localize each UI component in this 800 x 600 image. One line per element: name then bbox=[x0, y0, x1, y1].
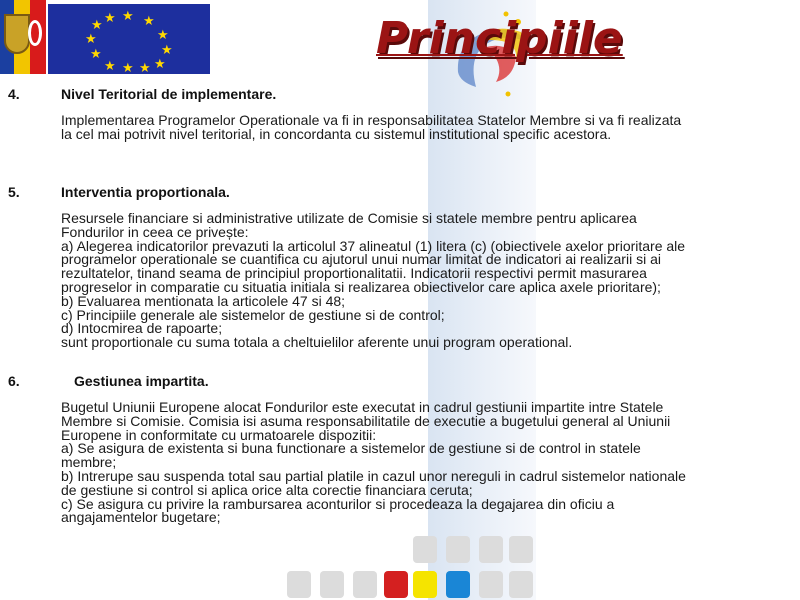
decor-square bbox=[413, 536, 437, 563]
coat-of-arms-icon bbox=[4, 14, 30, 54]
section-paragraph bbox=[61, 401, 771, 525]
text-line: a) Se asigura de existenta si buna functionare a sistemelor de gestiune si de control in statele bbox=[61, 440, 641, 457]
text-line: c) Se asigura cu privire la rambursarea aconturilor si procedeaza la degajarea din oficiu a bbox=[61, 495, 615, 512]
star-icon: ★ bbox=[143, 14, 155, 29]
decor-square-red bbox=[384, 571, 408, 598]
star-icon: ★ bbox=[91, 18, 103, 33]
text-line: progreselor in comparatie cu situatia initiala si realizarea obiectivelor care aplica axele prioritare); bbox=[61, 278, 661, 295]
section-paragraph bbox=[61, 212, 771, 350]
romania-flag-logo bbox=[0, 0, 46, 74]
text-line: Membre si Comisie. Comisia isi asuma responsabilitatile de executie a bugetului general al Uniunii bbox=[61, 412, 671, 429]
decor-square-blue bbox=[446, 571, 470, 598]
section-number: 4. bbox=[8, 86, 20, 102]
star-icon: ★ bbox=[90, 47, 102, 62]
decor-square bbox=[509, 536, 533, 563]
star-icon: ★ bbox=[122, 9, 134, 24]
text-line: Fondurilor in ceea ce privește: bbox=[61, 223, 249, 240]
decor-square bbox=[479, 571, 503, 598]
text-line: la cel mai potrivit nivel teritorial, in concordanta cu sistemul institutional specific acestora. bbox=[61, 125, 612, 142]
text-line: a) Alegerea indicatorilor prevazuti la articolul 37 alineatul (1) litera (c) (obiectivele axelor prioritare ale bbox=[61, 237, 686, 254]
text-line: rezultatelor, tinand seama de principiul proportionalitatii. Indicatorii respectivi permit masurarea bbox=[61, 265, 647, 282]
text-line: c) Principiile generale ale sistemelor de gestiune si de control; bbox=[61, 306, 445, 323]
star-icon: ★ bbox=[139, 61, 151, 76]
text-line: b) Intrerupe sau suspenda total sau partial platile in cazul unor nereguli in cadrul sistemelor nationale bbox=[61, 467, 686, 484]
text-line: programelor operationale se cuantifica cu ajutorul unui numar limitat de indicatori ai realizarii si ai bbox=[61, 251, 661, 268]
text-line: Europene in conformitate cu urmatoarele dispozitii: bbox=[61, 426, 377, 443]
section-number: 6. bbox=[8, 373, 20, 389]
text-line: Implementarea Programelor Operationale va fi in responsabilitatea Statelor Membre si va fi realizata bbox=[61, 112, 682, 128]
section-heading: Interventia proportionala. bbox=[61, 184, 230, 200]
decor-square bbox=[446, 536, 470, 563]
decor-square bbox=[509, 571, 533, 598]
text-line: sunt proportionale cu suma totala a cheltuielilor aferente unui program operational. bbox=[61, 334, 573, 351]
text-line: d) Intocmirea de rapoarte; bbox=[61, 320, 223, 337]
star-icon: ★ bbox=[157, 28, 169, 43]
section-number: 5. bbox=[8, 184, 20, 200]
star-icon: ★ bbox=[154, 57, 166, 72]
text-line: angajamentelor bugetare; bbox=[61, 509, 221, 526]
decor-square bbox=[353, 571, 377, 598]
star-icon: ★ bbox=[104, 59, 116, 74]
section-heading: Nivel Teritorial de implementare. bbox=[61, 86, 277, 102]
text-line: b) Evaluarea mentionata la articolele 47 si 48; bbox=[61, 292, 346, 309]
text-line: Bugetul Uniunii Europene alocat Fondurilor este executat in cadrul gestiunii impartite intre Statele bbox=[61, 399, 664, 415]
star-icon: ★ bbox=[104, 11, 116, 26]
emblem-ring-icon bbox=[28, 20, 42, 46]
decor-square-yellow bbox=[413, 571, 437, 598]
text-line: membre; bbox=[61, 454, 117, 471]
section-heading: Gestiunea impartita. bbox=[74, 373, 209, 389]
decor-square bbox=[287, 571, 311, 598]
page-title: Principiile bbox=[376, 13, 623, 64]
decor-square bbox=[320, 571, 344, 598]
text-line: Resursele financiare si administrative utilizate de Comisie si statele membre pentru aplicarea bbox=[61, 210, 637, 226]
text-line: de gestiune si control si aplica orice alta corectie financiara ceruta; bbox=[61, 481, 473, 498]
decor-square bbox=[479, 536, 503, 563]
star-icon: ★ bbox=[85, 32, 97, 47]
eu-flag-logo bbox=[48, 4, 210, 74]
star-icon: ★ bbox=[122, 61, 134, 76]
section-paragraph bbox=[61, 114, 771, 142]
star-icon: ★ bbox=[161, 43, 173, 58]
